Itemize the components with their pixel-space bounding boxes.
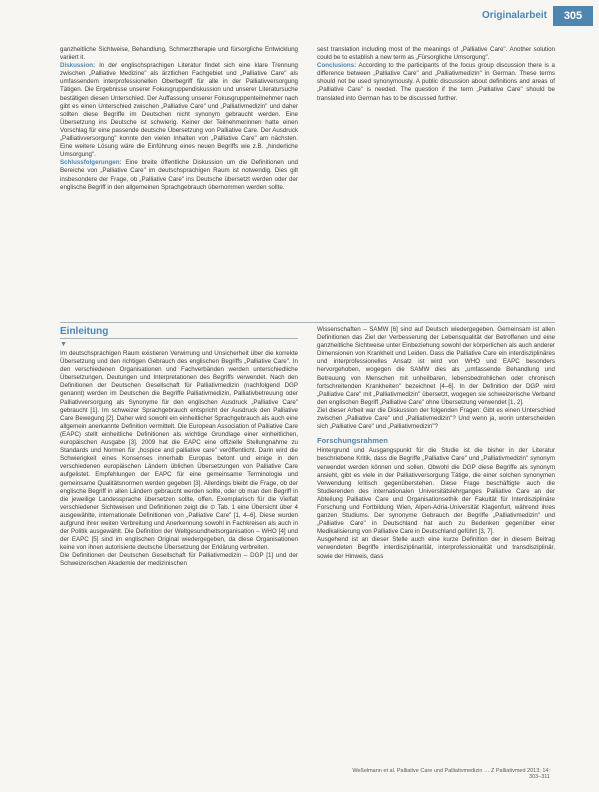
- page-number: 305: [553, 6, 593, 26]
- section-arrow-icon: ▼: [60, 341, 67, 348]
- discussion-label: Diskussion:: [60, 62, 96, 70]
- forschung-paragraph-2: Ausgehend ist an dieser Stelle auch eine kurze Definition der in diesem Beitrag verwendeten Begriffe interdisziplinarität, interprofessionalität und transdisziplinär, sowie der Hinweis, dass: [317, 536, 555, 560]
- forschung-paragraph-1: Hintergrund und Ausgangspunkt für die Studie ist die bisher in der Literatur beschriebene Kritik, dass die Begriffe „Palliative Care" und „Palliativmedizin" synonym verwendet werden können und sollen. Obwohl die DGP diese Begriffe als synonym ansieht, gibt es viele in der Palliativversorgung Tätige, die einer solchen synonymen Verwendung kritisch gegenüberstehen. Diese Frage beschäftigte auch die Studierenden des internationalen Universitätslehrganges Palliative Care an der Abteilung Palliative Care und Organisationsethik der Fakultät für Interdisziplinäre Forschung und Fortbildung Wien, Alpen-Adria-Universität Klagenfurt, während ihres ganzen Studiums. Der synonyme Gebrauch der Begriffe „Palliativmedizin" und „Palliative Care" in Deutschland hat auch zu Bedenken gegenüber einer Medikalisierung von Palliative Care in Deutschland geführt [3, 7].: [317, 447, 555, 536]
- abstract-conclusions-en: [317, 62, 555, 102]
- section-divider: [60, 322, 555, 323]
- body-paragraph-2: Ziel dieser Arbeit war die Diskussion der folgenden Fragen: Gibt es einen Unterschied zwischen „Palliative Care" und „Palliativmedizin"? Und wenn ja, worin unterscheiden sich „Palliative Care" und „Palliativmedizin"?: [317, 406, 555, 431]
- einleitung-paragraph-1: Im deutschsprachigen Raum existieren Verwirrung und Unsicherheit über die korrekte Übersetzung und den richtigen Gebrauch des englischen Begriffs „Palliative Care". In den verschiedenen Organisationen und Fachverbänden werden unterschiedliche Übersetzungen, Deutungen und Interpretationen des Begriffs verwendet. Nach den Definitionen der Deutschen Gesellschaft für Palliativmedizin (nachfolgend DGP genannt) werden im Deutschen die Begriffe Palliativmedizin, Palliativbetreuung oder Palliativversorgung als Synonyme für den englischen Ausdruck „Palliative Care" gebraucht [1]. Im schweizer Sprachgebrauch entspricht der Ausdruck den Palliative Care Bewegung [2]. Daher wird sowohl ein einheitlicher Sprachgebrauch als auch eine allgemein anerkannte Definition vermittelt. Die European Association of Palliative Care (EAPC) stellt einheitliche Definitionen als wichtige Grundlage einer einheitlichen, europäischen Ausgabe [3]. 2009 hat die EAPC eine offizielle Stellungnahme zu Standards und Normen für „hospice and palliative care" veröffentlicht. Darin wird die Schwierigkeit eines Konsenses innerhalb Europas betont und einige in den verschiedenen europäischen Ländern üblichen Übersetzungen von Palliative Care aufgelistet. Empfehlungen der EAPC für eine gemeinsame Terminologie und gemeinsame Qualitätsnormen werden gegeben [3]. Allerdings bleibt die Frage, ob der englische Begriff in allen Ländern gebraucht werden sollte, oder ob man den Begriff in die jeweilige Landessprache übersetzen sollte, offen. Exemplarisch für die Vielfalt verschiedener Sichtweisen und Definitionen zeigt die ⊙ Tab. 1 eine Übersicht über 4 ausgewählte, internationale Definitionen von „Palliative Care" [1, 4–6]. Diese wurden aufgrund ihrer weiten Verbreitung und Anerkennung sowohl in Fachkreisen als auch in der Politik ausgewählt. Die Definition der Weltgesundheitsorganisation – WHO [4] und der EAPC [5] sind im englischen Original wiedergegeben, da diese Organisationen keine von ihnen autorisierte deutsche Übersetzung der Erklärung verbreiten.: [60, 350, 298, 552]
- conclusions-de-label: Schlussfolgerungen:: [60, 159, 122, 167]
- page-header: [0, 6, 599, 26]
- page-footer-citation: Weßelmann et al. Palliative Care und Palliativmedizin … Z Palliativmed 2013; 14: 303–311: [352, 768, 550, 780]
- abstract-en-intro: sest translation including most of the meanings of „Palliative Care". Another solution could be to establish a new term as „Fürsorgliche Umsorgung".: [317, 46, 555, 62]
- section-label: Originalarbeit: [481, 10, 547, 21]
- discussion-text: In der englischsprachigen Literatur findet sich eine klare Trennung zwischen „Palliative Medizine" als ärztlichen Fachgebiet und „Palliative Care" als umfassendem interprofessionellen Oberbegriff für alle in der Palliativversorgung Tätigen. Die Ergebnisse unserer Fokusgruppendiskussion und unserer Literatursuche bestätigen diesen Unterschied. Der Auffassung unserer Fokusgruppenteilnehmer nach gibt es einen Unterschied zwischen „Palliative Care" und „Palliativmedizin" und daher sollten diese Begriffe im Deutschen nicht synonym gebraucht werden. Eine Übersetzung ins Deutsche ist schwierig. Keiner der Teilnehmerinnen hatte einen Vorschlag für eine passende deutsche Übersetzung von Palliative Care. Der Ausdruck „Palliativversorgung" konnte den vielen Inhalten von „Palliative Care" am nächsten. Eine weitere Lösung wäre die Einführung eines neuen Begriffs wie z.B. „hinderliche Umsorgung".: [60, 62, 298, 159]
- einleitung-paragraph-2: Die Definitionen der Deutschen Gesellschaft für Palliativmedizin – DGP [1] und der Schweizerischen Akademie der medizinischen: [60, 552, 298, 568]
- forschungsrahmen-heading: Forschungsrahmen: [317, 436, 388, 446]
- abstract-discussion: [60, 62, 298, 159]
- einleitung-heading: Einleitung: [60, 326, 298, 339]
- body-paragraph-1: Wissenschaften – SAMW [6] sind auf Deutsch wiedergegeben. Gemeinsam ist allen Definitionen das Ziel der Verbesserung der Lebensqualität der Betroffenen und eine ganzheitliche Sichtweise unter Einbeziehung sowohl der körperlichen als auch anderer Dimensionen von Krankheit und Leiden. Dass die Palliative Care ein interdisziplinäres und interprofessionelles Ansatz ist wird von WHO und EAPC besonders hervorgehoben, wogegen die SAMW dies als „umfassende Behandlung und Betreuung von Menschen mit unheilbaren, lebensbedrohlichen oder chronisch fortschreitenden Krankheiten" bezeichnet [4–6]. In der Definition der DGP wird „Palliative Care" mit „Palliativmedizin" übersetzt, wogegen sie schweizerische Verband den englischen Begriff „Palliative Care" ohne Übersetzung verwendet [1, 2].: [317, 326, 555, 406]
- conclusions-de-text: Eine breite öffentliche Diskussion um die Definitionen und Bereiche von „Palliative Care" im deutschsprachigen Raum ist notwendig. Dies gilt insbesondere der Frage, ob „Palliative Care" ins Deutsche übersetzt werden oder der englische Begriff in den allgemeinen Sprachgebrauch übernommen werden sollte.: [60, 159, 298, 191]
- right-body-column: [317, 326, 555, 561]
- abstract-right-column: [317, 46, 555, 103]
- abstract-conclusions-de: [60, 159, 298, 191]
- abstract-intro-text: ganzheitliche Sichtweise, Behandlung, Schmerztherapie und fürsorgliche Entwicklung variiert it.: [60, 46, 298, 62]
- conclusions-en-text: According to the participants of the focus group discussion there is a difference between „Palliative Care" and „Palliativmedizin" in German. These terms should not be used synonymously. A public discussion about definitions and areas of „Palliative Care" is needed. The question if the term „Palliative Care" should be translated into German has to be discussed further.: [317, 62, 555, 102]
- abstract-left-column: [60, 46, 298, 192]
- einleitung-body: [60, 350, 298, 569]
- conclusions-en-label: Conclusions:: [317, 62, 357, 70]
